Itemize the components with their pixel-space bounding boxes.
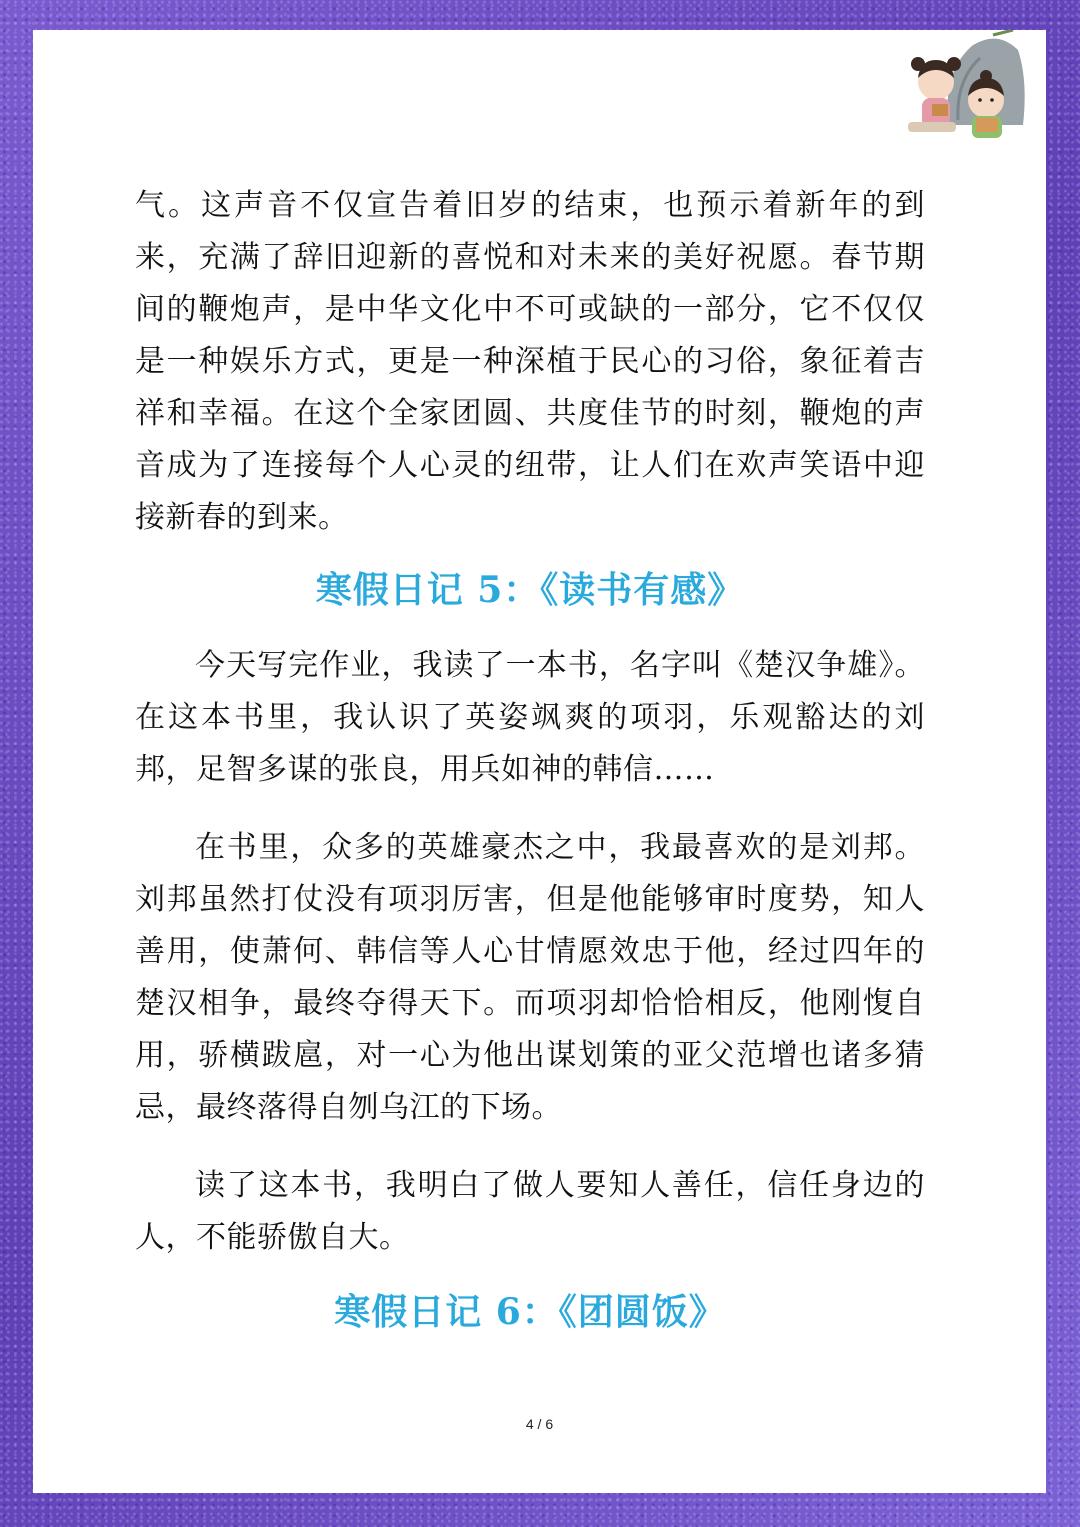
section-heading: 寒假日记 6：《团圆饭》 [334,1291,726,1333]
page-number: 4 / 6 [525,1416,554,1432]
paragraph: 读了这本书，我明白了做人要知人善任，信任身边的人，不能骄傲自大。 [135,1168,925,1255]
paragraph: 气。这声音不仅宣告着旧岁的结束，也预示着新年的到来，充满了辞旧迎新的喜悦和对未来的美好祝愿。春节期间的鞭炮声，是中华文化中不可或缺的一部分，它不仅仅是一种娱乐方式，更是一种深植于民心的习俗，象征着吉祥和幸福。在这个全家团圆、共度佳节的时刻，鞭炮的声音成为了连接每个人心灵的纽带，让人们在欢声笑语中迎接新春的到来。 [135,188,925,535]
reading-children-illustration [888,30,1028,142]
document-page [33,30,1046,1493]
section-heading: 寒假日记 5：《读书有感》 [315,569,745,611]
paragraph: 今天写完作业，我读了一本书，名字叫《楚汉争雄》。在这本书里，我认识了英姿飒爽的项羽，乐观豁达的刘邦，足智多谋的张良，用兵如神的韩信…… [135,648,925,787]
document-body [135,180,925,1350]
paragraph: 在书里，众多的英雄豪杰之中，我最喜欢的是刘邦。刘邦虽然打仗没有项羽厉害，但是他能够审时度势，知人善用，使萧何、韩信等人心甘情愿效忠于他，经过四年的楚汉相争，最终夺得天下。而项羽却恰恰相反，他刚愎自用，骄横跋扈，对一心为他出谋划策的亚父范增也诸多猜忌，最终落得自刎乌江的下场。 [135,830,925,1125]
